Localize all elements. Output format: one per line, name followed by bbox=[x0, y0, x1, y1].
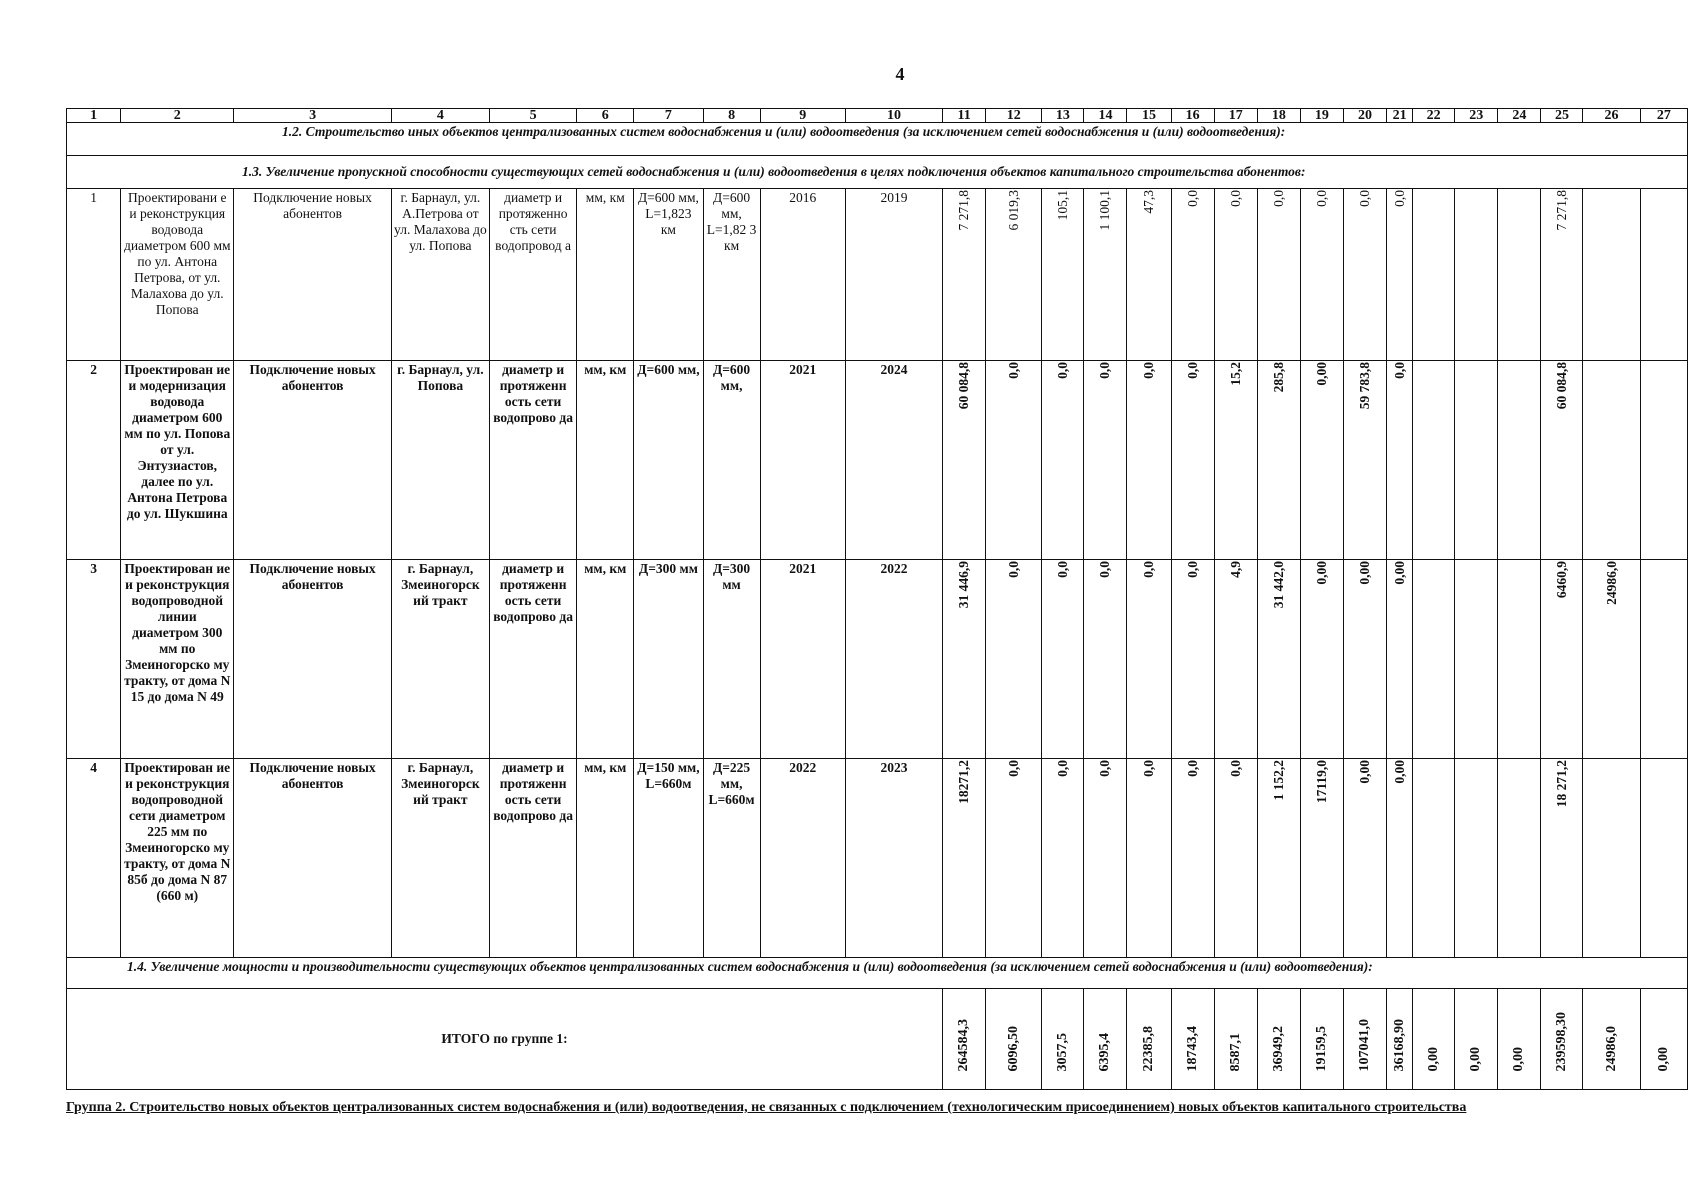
cell-c16 bbox=[1171, 560, 1214, 759]
cell-c11 bbox=[943, 560, 986, 759]
cell-c12 bbox=[986, 560, 1042, 759]
cell-c16 bbox=[1171, 361, 1214, 560]
cell-value: 0,0 bbox=[1227, 190, 1243, 207]
cell-c25 bbox=[1541, 189, 1583, 361]
total-c15 bbox=[1127, 989, 1171, 1090]
cell-c17 bbox=[1214, 759, 1257, 958]
total-value: 22385,8 bbox=[1141, 1025, 1157, 1071]
colnum: 21 bbox=[1387, 109, 1413, 123]
cell-c23 bbox=[1455, 759, 1498, 958]
colnum: 25 bbox=[1541, 109, 1583, 123]
cell-value: 60 084,8 bbox=[1553, 362, 1569, 410]
total-c19 bbox=[1300, 989, 1343, 1090]
cell-value: 0,0 bbox=[1184, 760, 1200, 777]
cell-c23 bbox=[1455, 361, 1498, 560]
cell-value: 7 271,8 bbox=[1553, 190, 1569, 231]
cell-value: 0,0 bbox=[1391, 190, 1407, 207]
start-year: 2021 bbox=[760, 361, 845, 560]
cell-c13 bbox=[1042, 361, 1084, 560]
cell-c11 bbox=[943, 361, 986, 560]
cell-c11 bbox=[943, 189, 986, 361]
cell-c15 bbox=[1127, 560, 1171, 759]
cell-c27 bbox=[1640, 361, 1687, 560]
cell-c20 bbox=[1343, 361, 1386, 560]
cell-c22 bbox=[1413, 189, 1455, 361]
cell-value: 15,2 bbox=[1227, 362, 1243, 386]
cell-c14 bbox=[1084, 759, 1127, 958]
unit: мм, км bbox=[577, 759, 634, 958]
project-parameter: диаметр и протяженн ость сети водопрово да bbox=[490, 560, 577, 759]
cell-c19 bbox=[1300, 361, 1343, 560]
cell-c15 bbox=[1127, 361, 1171, 560]
cell-value: 17119,0 bbox=[1313, 760, 1329, 804]
colnum: 6 bbox=[577, 109, 634, 123]
total-value: 107041,0 bbox=[1357, 1018, 1372, 1071]
cell-c13 bbox=[1042, 759, 1084, 958]
cell-c21 bbox=[1387, 560, 1413, 759]
cell-c24 bbox=[1498, 759, 1541, 958]
cell-c24 bbox=[1498, 189, 1541, 361]
cell-value: 0,0 bbox=[1054, 561, 1070, 578]
table-row bbox=[67, 189, 1688, 361]
total-c23 bbox=[1455, 989, 1498, 1090]
cell-c20 bbox=[1343, 759, 1386, 958]
total-c17 bbox=[1214, 989, 1257, 1090]
total-value: 24986,0 bbox=[1603, 1025, 1619, 1071]
start-year: 2016 bbox=[760, 189, 845, 361]
total-c18 bbox=[1257, 989, 1300, 1090]
cell-value: 31 442,0 bbox=[1270, 561, 1286, 609]
table-row bbox=[67, 361, 1688, 560]
row-number: 3 bbox=[67, 560, 121, 759]
colnum: 4 bbox=[391, 109, 489, 123]
cell-c26 bbox=[1583, 759, 1640, 958]
cell-c16 bbox=[1171, 759, 1214, 958]
value-after: Д=225 мм, L=660м bbox=[703, 759, 760, 958]
cell-c25 bbox=[1541, 361, 1583, 560]
total-value: 18743,4 bbox=[1184, 1025, 1200, 1071]
project-name: Проектирован ие и реконструкция водопроводной сети диаметром 225 мм по Змеиногорско му тракту, от дома N 85б до дома N 87 (660 м) bbox=[121, 759, 234, 958]
total-c21 bbox=[1387, 989, 1413, 1090]
cell-value: 0,0 bbox=[1141, 362, 1157, 379]
cell-value: 18271,2 bbox=[956, 760, 972, 804]
colnum: 12 bbox=[986, 109, 1042, 123]
cell-value: 105,1 bbox=[1054, 190, 1070, 221]
project-name: Проектирован ие и реконструкция водопроводной линии диаметром 300 мм по Змеиногорско му тракту, от дома N 15 до дома N 49 bbox=[121, 560, 234, 759]
cell-c21 bbox=[1387, 361, 1413, 560]
colnum: 18 bbox=[1257, 109, 1300, 123]
unit: мм, км bbox=[577, 560, 634, 759]
cell-value: 59 783,8 bbox=[1357, 362, 1372, 410]
start-year: 2022 bbox=[760, 759, 845, 958]
table-row bbox=[67, 560, 1688, 759]
colnum: 17 bbox=[1214, 109, 1257, 123]
total-c24 bbox=[1498, 989, 1541, 1090]
project-purpose: Подключение новых абонентов bbox=[234, 759, 391, 958]
unit: мм, км bbox=[577, 361, 634, 560]
cell-c12 bbox=[986, 759, 1042, 958]
colnum: 1 bbox=[67, 109, 121, 123]
section-1-2-row bbox=[67, 123, 1688, 156]
colnum: 11 bbox=[943, 109, 986, 123]
colnum: 14 bbox=[1084, 109, 1127, 123]
cell-c14 bbox=[1084, 560, 1127, 759]
end-year: 2023 bbox=[845, 759, 942, 958]
cell-value: 0,0 bbox=[1005, 760, 1021, 777]
section-1-3-row bbox=[67, 156, 1688, 189]
cell-c25 bbox=[1541, 759, 1583, 958]
cell-value: 0,0 bbox=[1141, 760, 1157, 777]
cell-value: 60 084,8 bbox=[956, 362, 972, 410]
project-purpose: Подключение новых абонентов bbox=[234, 189, 391, 361]
cell-c19 bbox=[1300, 759, 1343, 958]
total-value: 36949,2 bbox=[1270, 1025, 1286, 1071]
total-value: 0,00 bbox=[1655, 1046, 1671, 1071]
value-before: Д=600 мм, bbox=[634, 361, 703, 560]
section-1-3-heading: 1.3. Увеличение пропускной способности существующих сетей водоснабжения и (или) водоотведения в целях подключения объектов капитального строительства абонентов: bbox=[67, 156, 1688, 189]
colnum: 13 bbox=[1042, 109, 1084, 123]
cell-value: 0,00 bbox=[1313, 561, 1329, 585]
total-c13 bbox=[1042, 989, 1084, 1090]
end-year: 2019 bbox=[845, 189, 942, 361]
cell-value: 1 152,2 bbox=[1270, 760, 1286, 801]
colnum: 19 bbox=[1300, 109, 1343, 123]
total-c22 bbox=[1413, 989, 1455, 1090]
total-value: 0,00 bbox=[1468, 1046, 1484, 1071]
section-1-4-row bbox=[67, 958, 1688, 989]
colnum: 15 bbox=[1127, 109, 1171, 123]
cell-value: 0,0 bbox=[1313, 190, 1329, 207]
cell-value: 0,0 bbox=[1005, 362, 1021, 379]
value-after: Д=600 мм, bbox=[703, 361, 760, 560]
total-c12 bbox=[986, 989, 1042, 1090]
colnum: 9 bbox=[760, 109, 845, 123]
total-row bbox=[67, 989, 1688, 1090]
section-1-2-heading: 1.2. Строительство иных объектов централизованных систем водоснабжения и (или) водоотведения (за исключением сетей водоснабжения и (или) водоотведения): bbox=[67, 123, 1688, 156]
project-location: г. Барнаул, Змеиногорск ий тракт bbox=[391, 759, 489, 958]
project-purpose: Подключение новых абонентов bbox=[234, 361, 391, 560]
cell-value: 18 271,2 bbox=[1553, 760, 1569, 808]
cell-c23 bbox=[1455, 189, 1498, 361]
colnum: 3 bbox=[234, 109, 391, 123]
cell-c26 bbox=[1583, 361, 1640, 560]
cell-value: 0,00 bbox=[1313, 362, 1329, 386]
cell-c12 bbox=[986, 189, 1042, 361]
total-value: 8587,1 bbox=[1227, 1032, 1243, 1071]
project-location: г. Барнаул, ул. А.Петрова от ул. Малахова до ул. Попова bbox=[391, 189, 489, 361]
cell-value: 0,00 bbox=[1391, 561, 1407, 585]
cell-value: 0,0 bbox=[1141, 561, 1157, 578]
cell-c14 bbox=[1084, 361, 1127, 560]
colnum: 2 bbox=[121, 109, 234, 123]
colnum: 22 bbox=[1413, 109, 1455, 123]
cell-value: 31 446,9 bbox=[956, 561, 972, 609]
cell-c18 bbox=[1257, 189, 1300, 361]
cell-c17 bbox=[1214, 189, 1257, 361]
cell-c26 bbox=[1583, 560, 1640, 759]
cell-c17 bbox=[1214, 560, 1257, 759]
total-c16 bbox=[1171, 989, 1214, 1090]
cell-value: 0,0 bbox=[1184, 561, 1200, 578]
cell-c22 bbox=[1413, 759, 1455, 958]
cell-c23 bbox=[1455, 560, 1498, 759]
total-value: 264584,3 bbox=[956, 1018, 972, 1071]
project-name: Проектировани е и реконструкция водовода диаметром 600 мм по ул. Антона Петрова, от ул. Малахова до ул. Попова bbox=[121, 189, 234, 361]
cell-c22 bbox=[1413, 560, 1455, 759]
total-label: ИТОГО по группе 1: bbox=[67, 989, 943, 1090]
colnum: 16 bbox=[1171, 109, 1214, 123]
cell-c18 bbox=[1257, 361, 1300, 560]
end-year: 2024 bbox=[845, 361, 942, 560]
colnum: 24 bbox=[1498, 109, 1541, 123]
total-c27 bbox=[1640, 989, 1687, 1090]
total-value: 36168,90 bbox=[1391, 1018, 1407, 1071]
colnum: 7 bbox=[634, 109, 703, 123]
cell-c13 bbox=[1042, 560, 1084, 759]
cell-value: 47,3 bbox=[1141, 190, 1157, 214]
total-c14 bbox=[1084, 989, 1127, 1090]
cell-c11 bbox=[943, 759, 986, 958]
end-year: 2022 bbox=[845, 560, 942, 759]
cell-c26 bbox=[1583, 189, 1640, 361]
project-location: г. Барнаул, ул. Попова bbox=[391, 361, 489, 560]
cell-value: 0,0 bbox=[1184, 362, 1200, 379]
colnum: 26 bbox=[1583, 109, 1640, 123]
row-number: 2 bbox=[67, 361, 121, 560]
cell-c16 bbox=[1171, 189, 1214, 361]
page-number: 4 bbox=[895, 64, 905, 84]
investment-table bbox=[66, 108, 1688, 1090]
total-value: 239598,30 bbox=[1553, 1011, 1569, 1071]
cell-c25 bbox=[1541, 560, 1583, 759]
total-value: 6395,4 bbox=[1097, 1032, 1113, 1071]
cell-value: 0,0 bbox=[1097, 561, 1113, 578]
section-1-4-heading: 1.4. Увеличение мощности и производительности существующих объектов централизованных систем водоснабжения и (или) водоотведения (за исключением сетей водоснабжения и (или) водоотведения): bbox=[67, 958, 1688, 989]
cell-c21 bbox=[1387, 189, 1413, 361]
value-after: Д=600 мм, L=1,82 3 км bbox=[703, 189, 760, 361]
group-2-heading: Группа 2. Строительство новых объектов централизованных систем водоснабжения и (или) водоотведения, не связанных с подключением (технологическим присоединением) новых объектов капитального строительства bbox=[66, 1100, 1467, 1115]
total-value: 3057,5 bbox=[1054, 1032, 1070, 1071]
cell-c24 bbox=[1498, 361, 1541, 560]
value-before: Д=300 мм bbox=[634, 560, 703, 759]
total-value: 6096,50 bbox=[1005, 1025, 1021, 1071]
column-number-row bbox=[67, 109, 1688, 123]
cell-value: 6460,9 bbox=[1553, 561, 1569, 599]
cell-value: 0,0 bbox=[1097, 362, 1113, 379]
colnum: 20 bbox=[1343, 109, 1386, 123]
cell-c15 bbox=[1127, 189, 1171, 361]
total-c20 bbox=[1343, 989, 1386, 1090]
project-parameter: диаметр и протяженн ость сети водопрово да bbox=[490, 361, 577, 560]
cell-c24 bbox=[1498, 560, 1541, 759]
cell-value: 285,8 bbox=[1270, 362, 1286, 393]
cell-value: 0,00 bbox=[1391, 760, 1407, 784]
cell-c15 bbox=[1127, 759, 1171, 958]
value-before: Д=150 мм, L=660м bbox=[634, 759, 703, 958]
cell-value: 7 271,8 bbox=[956, 190, 972, 231]
row-number: 4 bbox=[67, 759, 121, 958]
cell-value: 0,00 bbox=[1357, 760, 1372, 784]
cell-value: 0,0 bbox=[1054, 362, 1070, 379]
cell-value: 0,00 bbox=[1357, 561, 1372, 585]
cell-value: 0,0 bbox=[1097, 760, 1113, 777]
total-c25 bbox=[1541, 989, 1583, 1090]
cell-c12 bbox=[986, 361, 1042, 560]
cell-c17 bbox=[1214, 361, 1257, 560]
cell-value: 0,0 bbox=[1227, 760, 1243, 777]
cell-c21 bbox=[1387, 759, 1413, 958]
cell-value: 0,0 bbox=[1391, 362, 1407, 379]
value-before: Д=600 мм, L=1,823 км bbox=[634, 189, 703, 361]
cell-c18 bbox=[1257, 560, 1300, 759]
project-parameter: диаметр и протяженно сть сети водопровод а bbox=[490, 189, 577, 361]
colnum: 8 bbox=[703, 109, 760, 123]
start-year: 2021 bbox=[760, 560, 845, 759]
project-location: г. Барнаул, Змеиногорск ий тракт bbox=[391, 560, 489, 759]
value-after: Д=300 мм bbox=[703, 560, 760, 759]
cell-value: 1 100,1 bbox=[1097, 190, 1113, 231]
cell-c22 bbox=[1413, 361, 1455, 560]
cell-value: 0,0 bbox=[1357, 190, 1372, 207]
cell-c20 bbox=[1343, 560, 1386, 759]
colnum: 27 bbox=[1640, 109, 1687, 123]
cell-value: 24986,0 bbox=[1603, 561, 1619, 605]
cell-c27 bbox=[1640, 759, 1687, 958]
cell-value: 6 019,3 bbox=[1005, 190, 1021, 231]
cell-c20 bbox=[1343, 189, 1386, 361]
project-parameter: диаметр и протяженн ость сети водопрово да bbox=[490, 759, 577, 958]
total-value: 0,00 bbox=[1425, 1046, 1441, 1071]
row-number: 1 bbox=[67, 189, 121, 361]
total-value: 19159,5 bbox=[1313, 1025, 1329, 1071]
table-row bbox=[67, 759, 1688, 958]
cell-value: 0,0 bbox=[1184, 190, 1200, 207]
cell-c14 bbox=[1084, 189, 1127, 361]
cell-c19 bbox=[1300, 560, 1343, 759]
total-value: 0,00 bbox=[1511, 1046, 1527, 1071]
cell-c18 bbox=[1257, 759, 1300, 958]
cell-value: 0,0 bbox=[1270, 190, 1286, 207]
colnum: 10 bbox=[845, 109, 942, 123]
colnum: 23 bbox=[1455, 109, 1498, 123]
cell-value: 0,0 bbox=[1005, 561, 1021, 578]
cell-value: 4,9 bbox=[1227, 561, 1243, 578]
cell-c13 bbox=[1042, 189, 1084, 361]
cell-value: 0,0 bbox=[1054, 760, 1070, 777]
cell-c19 bbox=[1300, 189, 1343, 361]
colnum: 5 bbox=[490, 109, 577, 123]
unit: мм, км bbox=[577, 189, 634, 361]
total-c11 bbox=[943, 989, 986, 1090]
project-name: Проектирован ие и модернизация водовода диаметром 600 мм по ул. Попова от ул. Энтузиастов, далее по ул. Антона Петрова до ул. Шукшина bbox=[121, 361, 234, 560]
cell-c27 bbox=[1640, 189, 1687, 361]
total-c26 bbox=[1583, 989, 1640, 1090]
cell-c27 bbox=[1640, 560, 1687, 759]
project-purpose: Подключение новых абонентов bbox=[234, 560, 391, 759]
